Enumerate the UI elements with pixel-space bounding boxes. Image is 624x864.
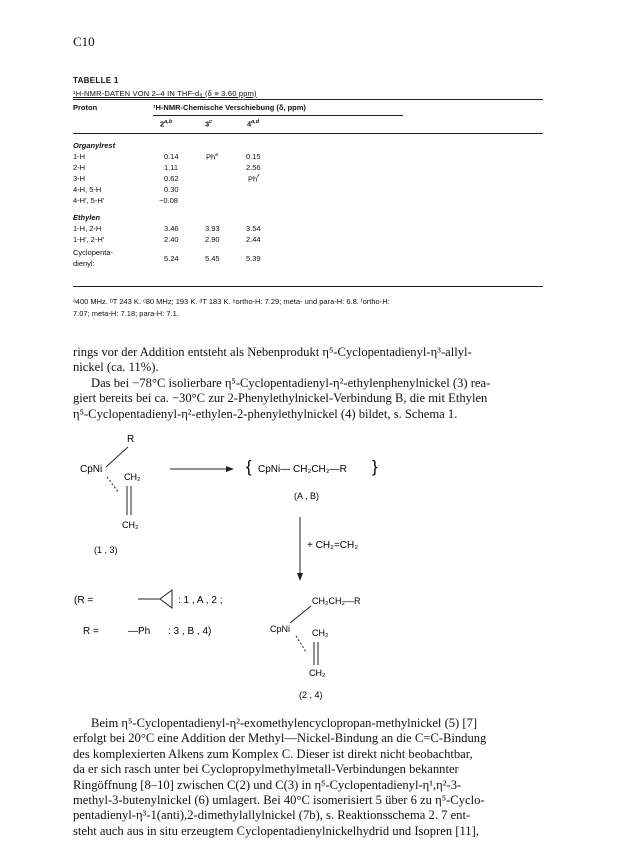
brace-left: {	[246, 457, 252, 476]
row-label: 4-H′, 5-H′	[73, 196, 105, 205]
ch2-label: CH₂	[312, 628, 329, 638]
cpni-label: CpNi	[80, 464, 103, 475]
col-shift-header: ¹H-NMR-Chemische Verschiebung (δ, ppm)	[153, 103, 306, 112]
section-ethylen: Ethylen	[73, 213, 101, 222]
row-label: 4-H, 5-H	[73, 185, 102, 194]
subheader-rule	[153, 115, 403, 116]
table-rule-head	[73, 133, 543, 134]
text-line: rings vor der Addition entsteht als Nebenprodukt η⁵-Cyclopentadienyl-η³-allyl-	[73, 345, 472, 359]
cyclopropyl-ring	[160, 590, 172, 608]
row-label: 2-H	[73, 163, 86, 172]
text-line: steht auch aus in situ erzeugtem Cyclopentadienylnickelhydrid und Isopren [11],	[73, 823, 479, 838]
row-label: 3-H	[73, 174, 86, 183]
product-chain: CH₂CH₂—R	[312, 596, 361, 606]
cell-value: 0.15	[246, 152, 261, 161]
product-cpni: CpNi	[270, 624, 291, 634]
bond	[106, 447, 128, 467]
cell-value: 2.44	[246, 235, 261, 244]
text-line: Das bei −78°C isolierbare η⁵-Cyclopentadienyl-η²-ethylenphenylnickel (3) rea-	[91, 375, 491, 390]
cell-value: Ph$^e$	[206, 152, 219, 162]
text-line: giert bereits bei ca. −30°C zur 2-Phenylethylnickel-Verbindung B, die mit Ethylen	[73, 391, 488, 406]
section-organylrest: Organylrest	[73, 141, 116, 150]
arrow-head	[297, 573, 303, 581]
bond	[290, 606, 311, 623]
footnote-line: 7.07; meta-H: 7.18; para-H: 7.1.	[73, 309, 179, 318]
text-line: nickel (ca. 11%).	[73, 360, 159, 375]
row-label: dienyl:	[73, 259, 95, 268]
ethylene-reagent: + CH₂=CH₂	[307, 540, 359, 551]
table-subtitle: ¹H-NMR-DATEN VON 2–4 IN THF-d₈ (δ ≡ 3.60 ppm)	[73, 89, 257, 98]
ch2-label: CH₂	[122, 520, 139, 530]
r-definition-1-compounds: : 1 , A , 2 ;	[178, 595, 223, 606]
dative-bond	[296, 636, 306, 652]
cell-value: 1.11	[164, 163, 179, 172]
col-proton-header: Proton	[73, 103, 98, 112]
arrow-head	[226, 466, 234, 472]
dative-bond	[107, 477, 119, 493]
cell-value: 2.56	[246, 163, 261, 172]
cell-value: 3.93	[205, 224, 220, 233]
cell-value: 5.39	[246, 254, 261, 263]
footnote-line: ᵃ400 MHz. ᵇT 243 K. ᶜ80 MHz; 193 K. ᵈT 183 K. ᵉortho-H: 7.29; meta- und para-H: 6.8. ᶠortho-H:	[73, 297, 390, 306]
cell-value: 3.54	[246, 224, 261, 233]
r-definition-2: R =	[83, 626, 99, 637]
r-top-label: R	[127, 434, 135, 445]
text-line: η⁵-Cyclopentadienyl-η²-ethylen-2-phenylethylnickel (4) bildet, s. Schema 1.	[73, 406, 458, 421]
paragraph-1	[73, 345, 553, 422]
row-label: Cyclopenta-	[73, 248, 114, 257]
cell-value: 0.14	[164, 152, 179, 161]
cell-value: 5.45	[205, 254, 220, 263]
intermediate-formula: CpNi— CH₂CH₂—R	[258, 464, 347, 475]
paragraph-3	[73, 716, 553, 839]
label-1-3: (1 , 3)	[94, 545, 118, 555]
text-line: erfolgt bei 20°C eine Addition der Methyl—Nickel-Bindung an die C=C-Bindung	[73, 731, 487, 746]
reaction-scheme	[0, 420, 624, 710]
row-label: 1-H	[73, 152, 86, 161]
row-label: 1-H, 2-H	[73, 224, 102, 233]
cell-value: 2.40	[164, 235, 179, 244]
row-label: 1-H′, 2-H′	[73, 235, 105, 244]
cell-value: −0.08	[159, 196, 178, 205]
ch2-label: CH₂	[309, 668, 326, 678]
text-line: Beim η⁵-Cyclopentadienyl-η²-exomethylencyclopropan-methylnickel (5) [7]	[91, 716, 478, 730]
label-2-4: (2 , 4)	[299, 690, 323, 700]
table-rule-top	[73, 99, 543, 100]
text-line: methyl-3-butenylnickel (6) umlagert. Bei 40°C isomerisiert 5 über 6 zu η⁵-Cyclo-	[73, 793, 485, 808]
cell-value: 5.24	[164, 254, 179, 263]
label-a-b: (A , B)	[294, 491, 320, 501]
cell-value: 0.62	[164, 174, 179, 183]
brace-right: }	[372, 457, 378, 476]
text-line: des komplexierten Alkens zum Komplex C. Dieser ist direkt nicht beobachtbar,	[73, 746, 473, 761]
text-line: da er sich rasch unter bei Cyclopropylmethylmetall-Verbindungen bekannter	[73, 762, 459, 777]
cell-value: 2.90	[205, 235, 220, 244]
page-number: C10	[73, 34, 95, 49]
cell-value: 3.46	[164, 224, 179, 233]
r-definition-2-compounds: : 3 , B , 4)	[168, 626, 212, 637]
subheader-3: 3$^c$	[205, 119, 213, 129]
r-definition-1: (R =	[74, 595, 94, 606]
subheader-2: 2$^{a,b}$	[160, 119, 173, 129]
ch2-label: CH₂	[124, 472, 141, 482]
table-rule-bottom	[73, 286, 543, 287]
subheader-4: 4$^{a,d}$	[247, 119, 260, 129]
cell-value: 0.30	[164, 185, 179, 194]
text-line: pentadienyl-η³-1(anti),2-dimethylallylnickel (7b), s. Reaktionsschema 2. 7 ent-	[73, 808, 471, 823]
cell-value: Ph$^f$	[248, 174, 259, 184]
text-line: Ringöffnung [8–10] zwischen C(2) und C(3) in η⁵-Cyclopentadienyl-η¹,η²-3-	[73, 777, 462, 792]
phenyl-label: —Ph	[128, 626, 151, 637]
table-footnote	[73, 296, 548, 320]
table-caption: TABELLE 1	[73, 76, 119, 85]
